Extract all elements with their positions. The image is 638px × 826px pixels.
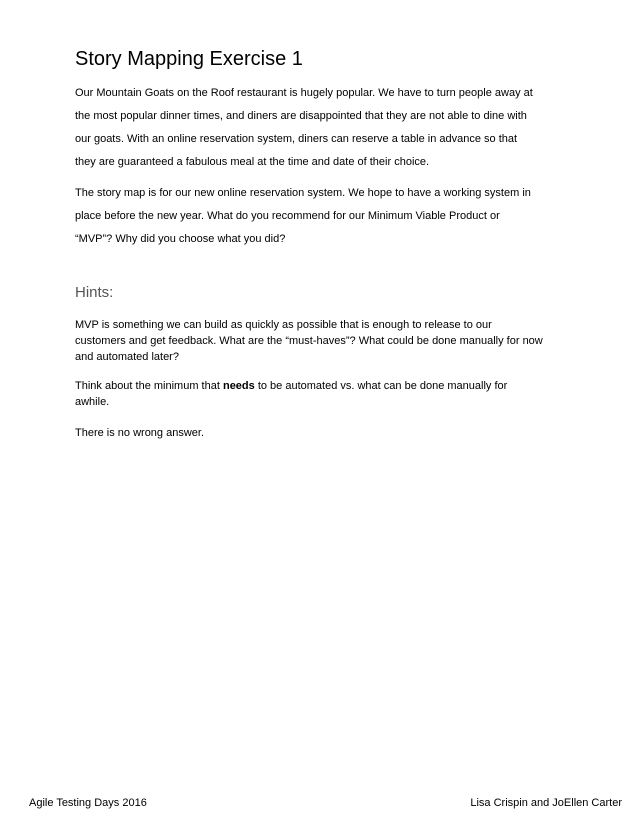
intro-line: they are guaranteed a fabulous meal at the time and date of their choice. <box>75 156 430 168</box>
story-map-line: The story map is for our new online reservation system. We hope to have a working system in <box>75 187 531 199</box>
think-text-after: to be automated vs. what can be done manually for <box>254 380 508 392</box>
intro-paragraph <box>75 82 575 174</box>
no-wrong-answer-text: There is no wrong answer. <box>75 427 205 439</box>
story-map-line: “MVP”? Why did you choose what you did? <box>75 233 286 245</box>
story-map-paragraph <box>75 182 575 251</box>
page-title: Story Mapping Exercise 1 <box>75 48 303 70</box>
mvp-hint-line: MVP is something we can build as quickly as possible that is enough to release to our <box>75 319 492 331</box>
footer-left-text: Agile Testing Days 2016 <box>29 797 147 809</box>
mvp-hint-line: customers and get feedback. What are the “must-haves”? What could be done manually for now <box>75 335 543 347</box>
intro-line: our goats. With an online reservation system, diners can reserve a table in advance so that <box>75 133 518 145</box>
mvp-hint-line: and automated later? <box>75 351 179 363</box>
intro-line: Our Mountain Goats on the Roof restaurant is hugely popular. We have to turn people away at <box>75 87 533 99</box>
footer-right-text: Lisa Crispin and JoEllen Carter <box>470 797 622 809</box>
mvp-hint-paragraph <box>75 317 575 365</box>
hints-heading: Hints: <box>75 284 114 301</box>
think-hint-line: awhile. <box>75 396 110 408</box>
think-text-before: Think about the minimum that <box>75 380 223 392</box>
needs-emphasis: needs <box>222 380 255 392</box>
intro-line: the most popular dinner times, and diners are disappointed that they are not able to dine with <box>75 110 527 122</box>
think-hint-line <box>75 378 575 394</box>
think-hint-paragraph <box>75 378 575 410</box>
story-map-line: place before the new year. What do you recommend for our Minimum Viable Product or <box>75 210 500 222</box>
